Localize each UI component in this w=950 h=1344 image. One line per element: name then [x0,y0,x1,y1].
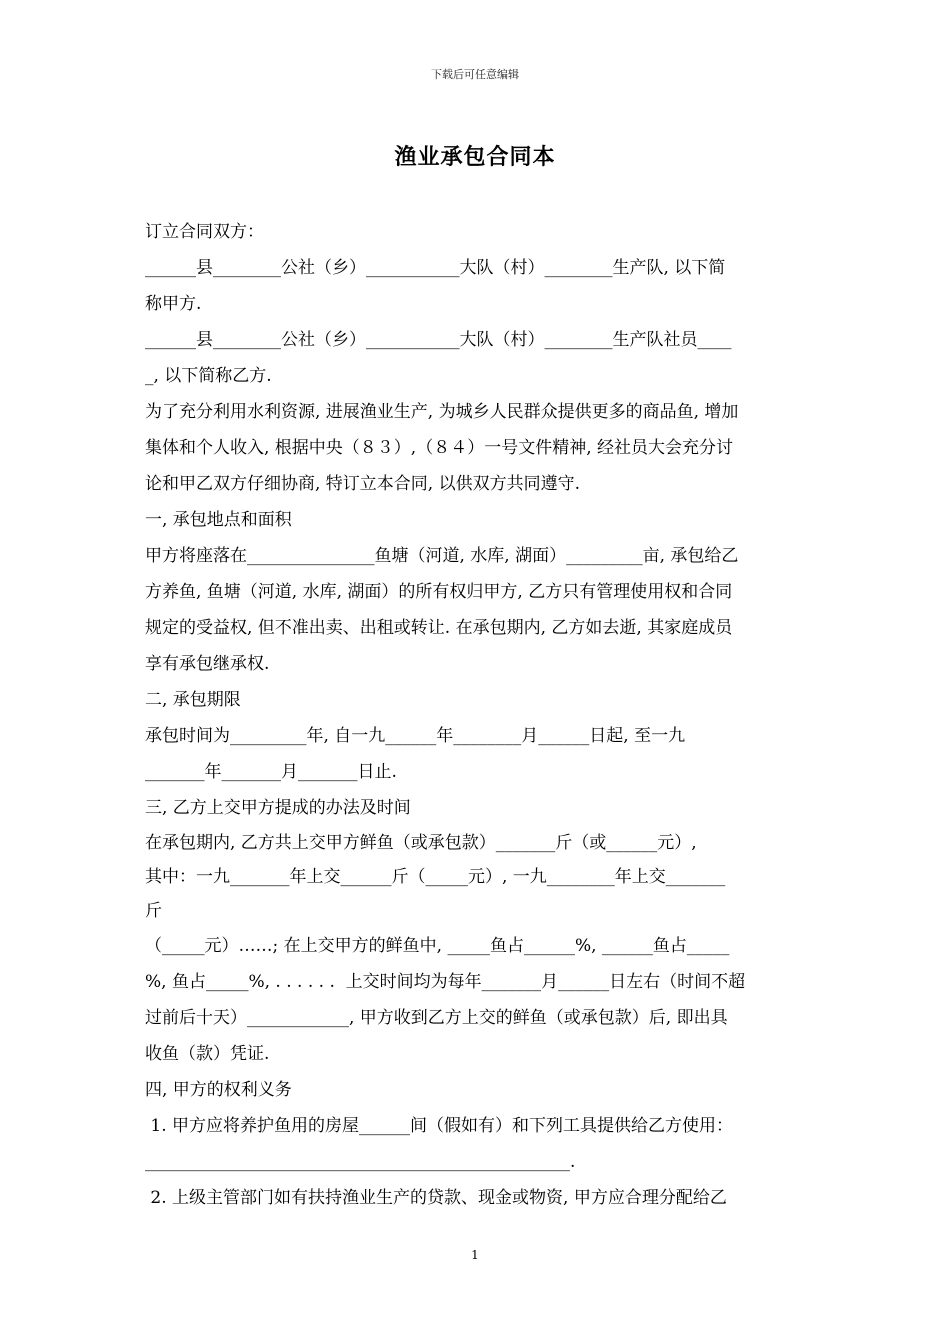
section-heading: 四, 甲方的权利义务 [145,1080,292,1100]
text-line: 承包时间为_________年, 自一九______年________月______日起, 至一九 [145,726,686,746]
text-line: %, 鱼占_____%, . . . . . . 上交时间均为每年_______月______日左右（时间不超 [145,972,746,992]
text-line: 称甲方. [145,294,202,314]
section-heading: 一, 承包地点和面积 [145,510,292,530]
section-heading: 三, 乙方上交甲方提成的办法及时间 [145,798,411,818]
text-line: 订立合同双方： [145,222,264,242]
text-line: 斤 [145,901,162,921]
text-line: 其中：一九_______年上交______斤（_____元）, 一九________年上交_______ [145,867,726,887]
text-line: 1. 甲方应将养护鱼用的房屋______间（假如有）和下列工具提供给乙方使用： [145,1116,734,1136]
document-title: 渔业承包合同本 [394,144,556,170]
text-line: 集体和个人收入, 根据中央（８３）,（８４）一号文件精神, 经社员大会充分讨 [145,438,734,458]
text-line: 规定的受益权, 但不准出卖、出租或转让. 在承包期内, 乙方如去逝, 其家庭成员 [145,618,733,638]
document-body [145,214,815,1216]
text-line: _, 以下简称乙方. [145,366,272,386]
text-line: 享有承包继承权. [145,654,270,674]
text-line: 收鱼（款）凭证. [145,1044,270,1064]
blank-line: __________________________________________________. [145,1152,576,1172]
text-line: 论和甲乙双方仔细协商, 特订立本合同, 以供双方共同遵守. [145,474,581,494]
text-line: 方养鱼, 鱼塘（河道, 水库, 湖面）的所有权归甲方, 乙方只有管理使用权和合同 [145,582,733,602]
text-line: 为了充分利用水利资源, 进展渔业生产, 为城乡人民群众提供更多的商品鱼, 增加 [145,402,739,422]
text-line: _______年_______月_______日止. [145,762,397,782]
text-line: 过前后十天）____________, 甲方收到乙方上交的鲜鱼（或承包款）后, 即出具 [145,1008,728,1028]
section-heading: 二, 承包期限 [145,690,241,710]
text-line: ______县________公社（乡）___________大队（村）________生产队, 以下简 [145,258,726,278]
text-line: 甲方将座落在_______________鱼塘（河道, 水库, 湖面）_________亩, 承包给乙 [145,546,739,566]
text-line: 在承包期内, 乙方共上交甲方鲜鱼（或承包款）_______斤（或______元）, [145,833,697,853]
page-header: 下载后可任意编辑 [431,68,519,81]
page-number: 1 [471,1248,479,1262]
text-line: （_____元）……; 在上交甲方的鲜鱼中, _____鱼占______%, ______鱼占_____ [145,936,730,956]
text-line: 2. 上级主管部门如有扶持渔业生产的贷款、现金或物资, 甲方应合理分配给乙 [145,1188,727,1208]
text-line: ______县________公社（乡）___________大队（村）________生产队社员____ [145,330,732,350]
